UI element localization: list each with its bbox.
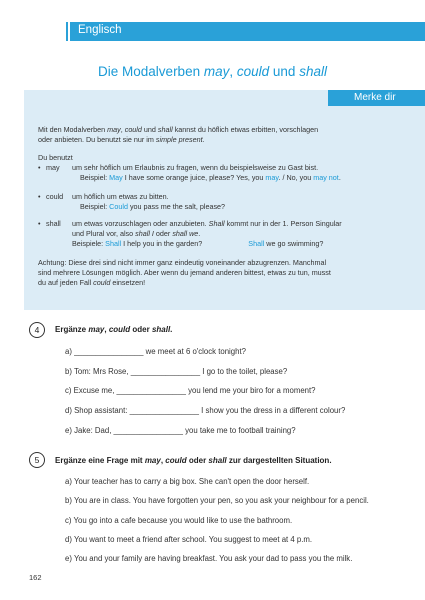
exercise-5-item-d: d) You want to meet a friend after school. You suggest to meet at 4 p.m. — [65, 535, 313, 544]
intro-line-1: Mit den Modalverben may, could und shall kannst du höflich etwas erbitten, vorschlagen — [38, 125, 319, 134]
exercise-4-item-d[interactable]: d) Shop assistant: ________________ I show you the dress in a different colour? — [65, 406, 346, 415]
warning-text: Achtung: Diese drei sind nicht immer ganz eindeutig voneinander abzugrenzen. Manchmal sind mehrere Lösungen möglich. Aber wenn du jemand anderen bittest, etwas zu tun, musst du auf jeden Fall could einsetzen! — [38, 258, 331, 287]
page-title: Die Modalverben may, could und shall — [98, 64, 327, 79]
exercise-5-item-e: e) You and your family are having breakfast. You ask your dad to pass you the milk. — [65, 554, 353, 563]
exercise-5-item-b: b) You are in class. You have forgotten your pen, so you ask your neighbour for a pencil. — [65, 496, 369, 505]
exercise-4-item-c[interactable]: c) Excuse me, ________________ you lend me your biro for a moment? — [65, 386, 316, 395]
exercise-5-item-c: c) You go into a cafe because you would like to use the bathroom. — [65, 516, 293, 525]
merke-tab: Merke dir — [328, 90, 425, 106]
exercise-number-4: 4 — [29, 322, 45, 338]
intro-line-2: oder anbieten. Du benutzt sie nur im simple present. — [38, 135, 205, 144]
subject-title: Englisch — [78, 24, 122, 36]
page-number: 162 — [29, 573, 42, 582]
header-accent — [66, 22, 68, 41]
exercise-4-item-a[interactable]: a) ________________ we meet at 6 o'clock tonight? — [65, 347, 246, 356]
exercise-5-item-a: a) Your teacher has to carry a big box. She can't open the door herself. — [65, 477, 310, 486]
header-bar — [70, 22, 425, 41]
exercise-4-heading: Ergänze may, could oder shall. — [55, 325, 173, 334]
usage-row-shall: • shall um etwas vorzuschlagen oder anzubieten. Shall kommt nur in der 1. Person Singular und Plural vor, also shall I oder shall we. Beispiele: Shall I help you in the garden? Shall we go swimming? — [38, 219, 342, 248]
exercise-4-item-e[interactable]: e) Jake: Dad, ________________ you take me to football training? — [65, 426, 296, 435]
usage-row-could: • could um höflich um etwas zu bitten. Beispiel: Could you pass me the salt, please? — [38, 192, 226, 211]
merke-box — [24, 90, 425, 310]
exercise-number-5: 5 — [29, 452, 45, 468]
exercise-4-item-b[interactable]: b) Tom: Mrs Rose, ________________ I go to the toilet, please? — [65, 367, 288, 376]
exercise-5-heading: Ergänze eine Frage mit may, could oder shall zur dargestellten Situation. — [55, 456, 332, 465]
du-benutzt-label: Du benutzt — [38, 153, 73, 162]
usage-row-may: • may um sehr höflich um Erlaubnis zu fragen, wenn du beispielsweise zu Gast bist. Beispiel: May I have some orange juice, please? Yes, you may. / No, you may not. — [38, 163, 341, 182]
